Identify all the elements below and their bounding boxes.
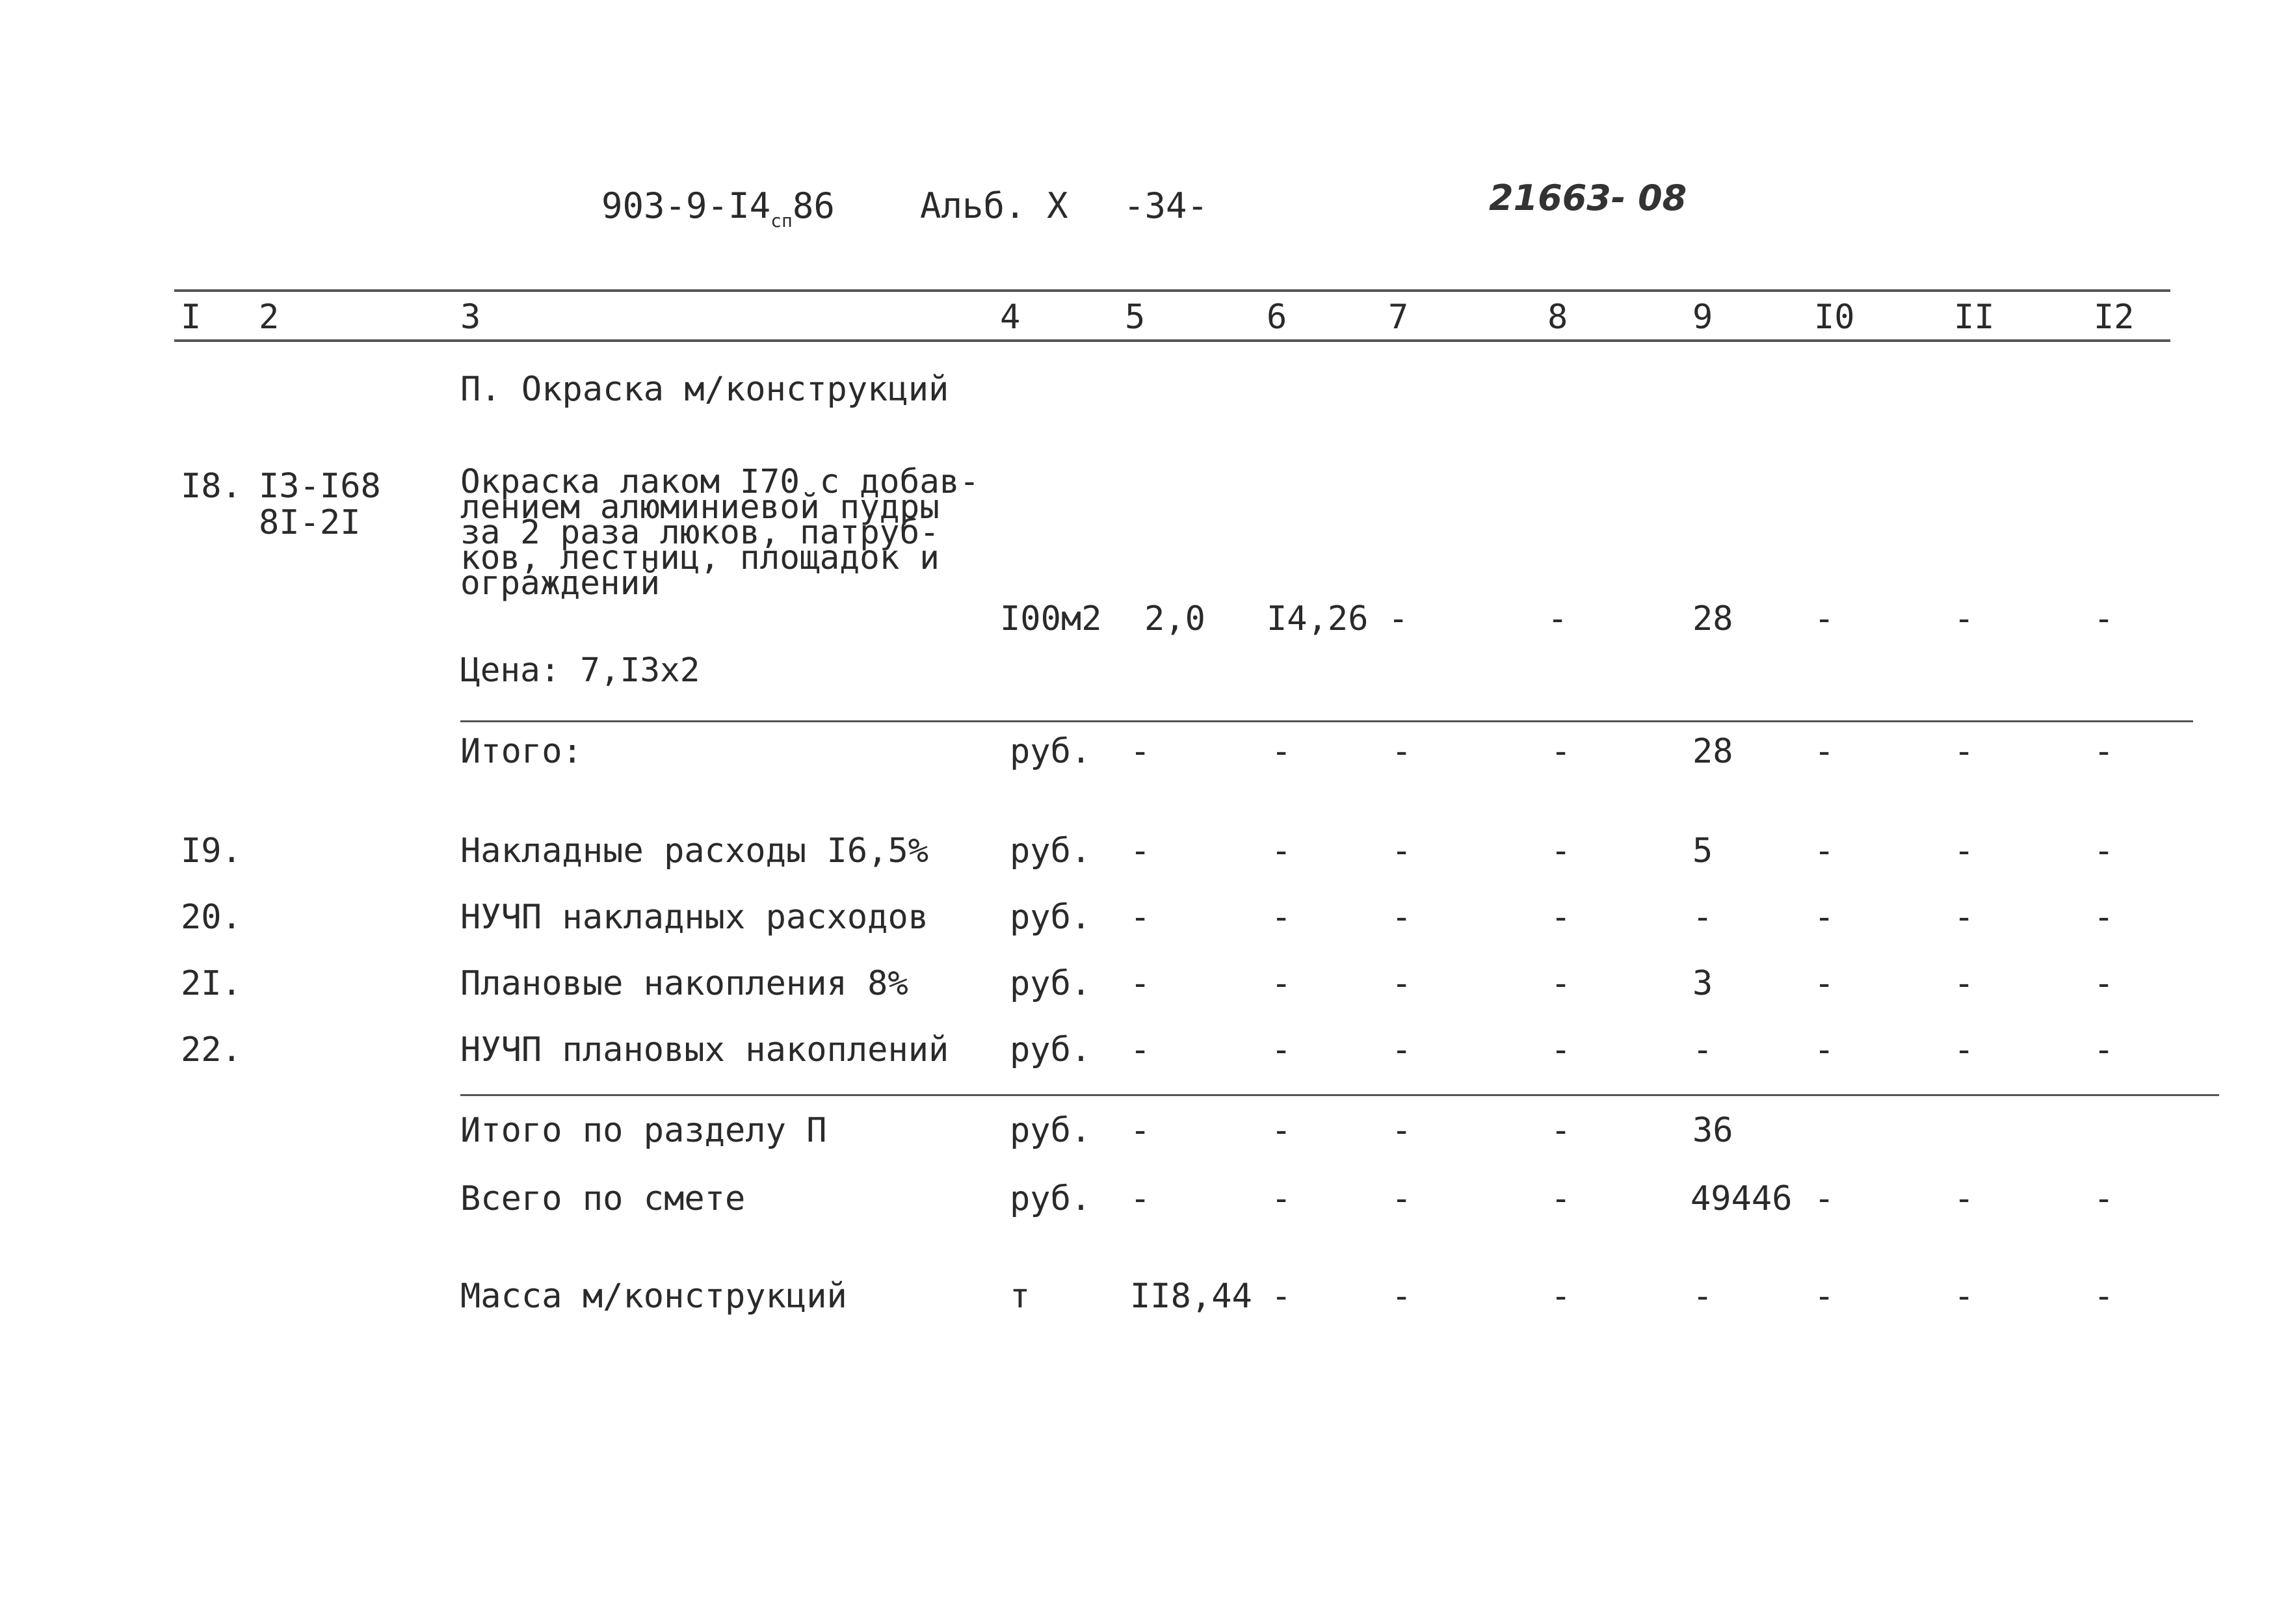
item18-number: I8. — [181, 467, 242, 506]
row21-col11: - — [1954, 964, 1975, 1003]
row21-col7: - — [1391, 964, 1412, 1003]
row20-unit: руб. — [1010, 898, 1092, 937]
row19-label: Накладные расходы I6,5% — [460, 832, 929, 871]
row22-col10: - — [1814, 1030, 1835, 1069]
row22-label: НУЧП плановых накоплений — [460, 1030, 949, 1069]
estimate-total-unit: руб. — [1010, 1179, 1092, 1218]
row20-col5: - — [1130, 898, 1151, 937]
item18-code-line2: 8I-2I — [259, 503, 361, 542]
row21-label: Плановые накопления 8% — [460, 964, 908, 1003]
subtotal-col10: - — [1814, 732, 1835, 771]
item18-col8: - — [1547, 599, 1568, 638]
row21-col12: - — [2094, 964, 2114, 1003]
row20-col9: - — [1692, 898, 1713, 937]
column-header-5: 5 — [1125, 298, 1146, 337]
row19-col12: - — [2094, 832, 2114, 871]
column-header-7: 7 — [1388, 298, 1409, 337]
item18-col12: - — [2094, 599, 2114, 638]
section-total-label: Итого по разделу П — [460, 1111, 827, 1150]
section-total-unit: руб. — [1010, 1111, 1092, 1150]
row21-col9: 3 — [1692, 964, 1713, 1003]
mass-col5: II8,44 — [1130, 1277, 1252, 1316]
row22-col7: - — [1391, 1030, 1412, 1069]
mass-col11: - — [1954, 1277, 1975, 1316]
mass-label: Масса м/конструкций — [460, 1277, 847, 1316]
document-code-main: 903-9-I4 — [601, 185, 771, 226]
subtotal-col9: 28 — [1692, 732, 1733, 771]
row20-number: 20. — [181, 898, 242, 937]
row19-col5: - — [1130, 832, 1151, 871]
column-header-8: 8 — [1547, 298, 1568, 337]
mass-col8: - — [1551, 1277, 1571, 1316]
column-header-12: I2 — [2094, 298, 2135, 337]
item18-col10: - — [1814, 599, 1835, 638]
row22-col6: - — [1271, 1030, 1292, 1069]
estimate-total-col9: 49446 — [1690, 1179, 1793, 1218]
archive-stamp: 21663- 08 — [1489, 177, 1687, 218]
row19-number: I9. — [181, 832, 242, 871]
item18-code-line1: I3-I68 — [259, 467, 381, 506]
estimate-total-col5: - — [1130, 1179, 1151, 1218]
estimate-total-col6: - — [1271, 1179, 1292, 1218]
column-header-4: 4 — [1000, 298, 1021, 337]
row19-unit: руб. — [1010, 832, 1092, 871]
subtotal-col12: - — [2094, 732, 2114, 771]
row21-col10: - — [1814, 964, 1835, 1003]
section-total-col5: - — [1130, 1111, 1151, 1150]
row19-col9: 5 — [1692, 832, 1713, 871]
row20-col7: - — [1391, 898, 1412, 937]
mass-col7: - — [1391, 1277, 1412, 1316]
row22-col12: - — [2094, 1030, 2114, 1069]
item18-description: Окраска лаком I70 с добав- лением алюминиевой пудры за 2 раза люков, патруб- ков, лестниц, площадок и ограждений — [460, 463, 980, 603]
subtotal-col11: - — [1954, 732, 1975, 771]
table-top-rule — [174, 289, 2170, 292]
subtotal-col5: - — [1130, 732, 1151, 771]
document-code-subscript: сп — [770, 210, 793, 231]
row19-col7: - — [1391, 832, 1412, 871]
row21-unit: руб. — [1010, 964, 1092, 1003]
mass-col6: - — [1271, 1277, 1292, 1316]
section-total-col6: - — [1271, 1111, 1292, 1150]
column-header-6: 6 — [1267, 298, 1287, 337]
section-total-rule — [460, 1094, 2219, 1096]
row22-col11: - — [1954, 1030, 1975, 1069]
item18-price: Цена: 7,I3х2 — [460, 651, 700, 690]
item18-unit: I00м2 — [1000, 599, 1102, 638]
column-header-rule — [174, 339, 2170, 342]
item18-col5: 2,0 — [1144, 599, 1205, 638]
row19-col10: - — [1814, 832, 1835, 871]
column-header-3: 3 — [460, 298, 481, 337]
estimate-total-col12: - — [2094, 1179, 2114, 1218]
subtotal-label: Итого: — [460, 732, 583, 771]
subtotal-col7: - — [1391, 732, 1412, 771]
section-total-col7: - — [1391, 1111, 1412, 1150]
page-number: -34- — [1124, 185, 1209, 226]
item18-col9: 28 — [1692, 599, 1733, 638]
item18-col11: - — [1954, 599, 1975, 638]
row21-col6: - — [1271, 964, 1292, 1003]
column-header-1: I — [181, 298, 202, 337]
column-header-10: I0 — [1814, 298, 1855, 337]
section-total-col9: 36 — [1692, 1111, 1733, 1150]
item18-col6: I4,26 — [1267, 599, 1369, 638]
row20-col6: - — [1271, 898, 1292, 937]
document-code — [601, 185, 835, 231]
estimate-total-label: Всего по смете — [460, 1179, 746, 1218]
row21-col5: - — [1130, 964, 1151, 1003]
row19-col11: - — [1954, 832, 1975, 871]
item18-col7: - — [1388, 599, 1409, 638]
album-label: Альб. Х — [920, 185, 1068, 226]
row22-number: 22. — [181, 1030, 242, 1069]
mass-unit: т — [1010, 1277, 1031, 1316]
mass-col10: - — [1814, 1277, 1835, 1316]
row20-col8: - — [1551, 898, 1571, 937]
row22-col9: - — [1692, 1030, 1713, 1069]
row20-col11: - — [1954, 898, 1975, 937]
mass-col12: - — [2094, 1277, 2114, 1316]
subtotal-unit: руб. — [1010, 732, 1092, 771]
row19-col6: - — [1271, 832, 1292, 871]
subtotal-col8: - — [1551, 732, 1571, 771]
subtotal-rule — [460, 720, 2193, 722]
column-header-11: II — [1954, 298, 1995, 337]
row22-unit: руб. — [1010, 1030, 1092, 1069]
mass-col9: - — [1692, 1277, 1713, 1316]
row19-col8: - — [1551, 832, 1571, 871]
column-header-2: 2 — [259, 298, 280, 337]
row22-col5: - — [1130, 1030, 1151, 1069]
estimate-total-col8: - — [1551, 1179, 1571, 1218]
section-title: П. Окраска м/конструкций — [460, 370, 949, 409]
row20-col12: - — [2094, 898, 2114, 937]
row21-col8: - — [1551, 964, 1571, 1003]
document-code-tail: 86 — [792, 185, 835, 226]
row22-col8: - — [1551, 1030, 1571, 1069]
estimate-total-col7: - — [1391, 1179, 1412, 1218]
estimate-total-col11: - — [1954, 1179, 1975, 1218]
row21-number: 2I. — [181, 964, 242, 1003]
column-header-9: 9 — [1692, 298, 1713, 337]
row20-col10: - — [1814, 898, 1835, 937]
section-total-col8: - — [1551, 1111, 1571, 1150]
row20-label: НУЧП накладных расходов — [460, 898, 929, 937]
subtotal-col6: - — [1271, 732, 1292, 771]
estimate-total-col10: - — [1814, 1179, 1835, 1218]
